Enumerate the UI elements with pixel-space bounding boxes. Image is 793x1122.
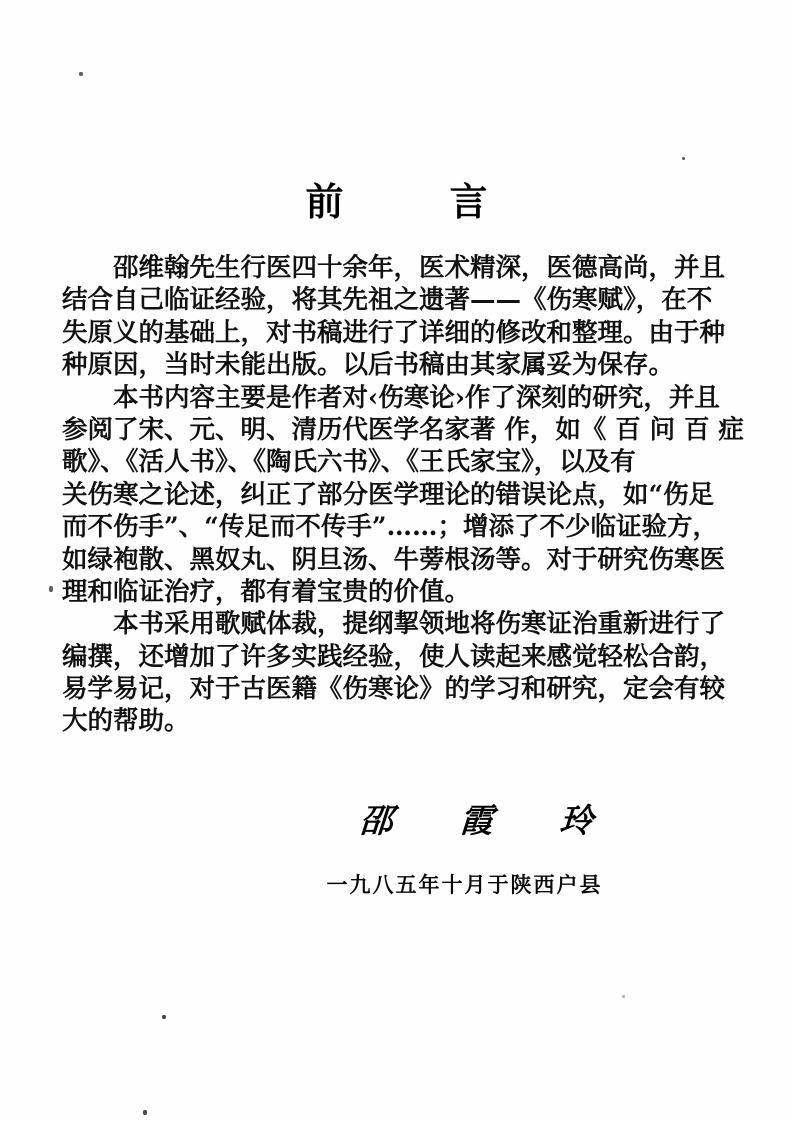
scan-speck <box>162 1015 166 1019</box>
preface-body <box>62 252 780 738</box>
text-line: 关伤寒之论述，纠正了部分医学理论的错误论点，如“伤足 <box>62 479 715 510</box>
date-place-block <box>0 869 793 899</box>
scan-speck <box>143 1110 147 1115</box>
paragraph-1 <box>62 252 780 382</box>
paragraph-3 <box>62 608 780 738</box>
text-line: 本书采用歌赋体裁，提纲挈领地将伤寒证治重新进行了 <box>62 609 726 640</box>
text-line: 失原义的基础上，对书稿进行了详细的修改和整理。由于种 <box>62 317 726 348</box>
text-line: 邵维翰先生行医四十余年，医术精深，医德高尚，并且 <box>62 253 726 283</box>
page-title-block <box>0 180 793 224</box>
scan-speck <box>49 586 53 592</box>
scan-speck <box>682 157 685 160</box>
text-line: 参阅了宋、元、明、清历代医学名家著 作，如《 百 问 百 症 <box>62 414 744 445</box>
scan-speck <box>622 995 625 998</box>
text-line: 大的帮助。 <box>62 706 190 737</box>
text-line: 而不伤手”、“传足而不传手”……；增添了不少临证验方， <box>62 512 719 543</box>
text-line: 编撰，还增加了许多实践经验，使人读起来感觉轻松合韵， <box>62 641 726 672</box>
paragraph-2 <box>62 382 780 609</box>
text-line: 易学易记，对于古医籍《伤寒论》的学习和研究，定会有较 <box>62 674 726 705</box>
text-line: 结合自己临证经验，将其先祖之遗著——《伤寒赋》，在不 <box>62 285 713 316</box>
date-place-line: 一九八五年十月于陕西户县 <box>326 872 603 897</box>
page-title: 前 言 <box>305 180 522 224</box>
author-signature: 邵 霞 玲 <box>358 801 612 840</box>
text-line: 理和临证治疗，都有着宝贵的价值。 <box>62 576 471 607</box>
signature-block <box>0 795 793 842</box>
text-line: 本书内容主要是作者对‹伤寒论›作了深刻的研究，并且 <box>62 382 720 413</box>
text-line: 如绿袍散、黑奴丸、阴旦汤、牛蒡根汤等。对于研究伤寒医 <box>62 544 726 575</box>
text-line: 种原因，当时未能出版。以后书稿由其家属妥为保存。 <box>62 350 675 381</box>
scan-speck <box>79 72 83 76</box>
text-line: 歌》、《活人书》、《陶氏六书》、《王氏家宝》，以及有 <box>62 447 636 478</box>
